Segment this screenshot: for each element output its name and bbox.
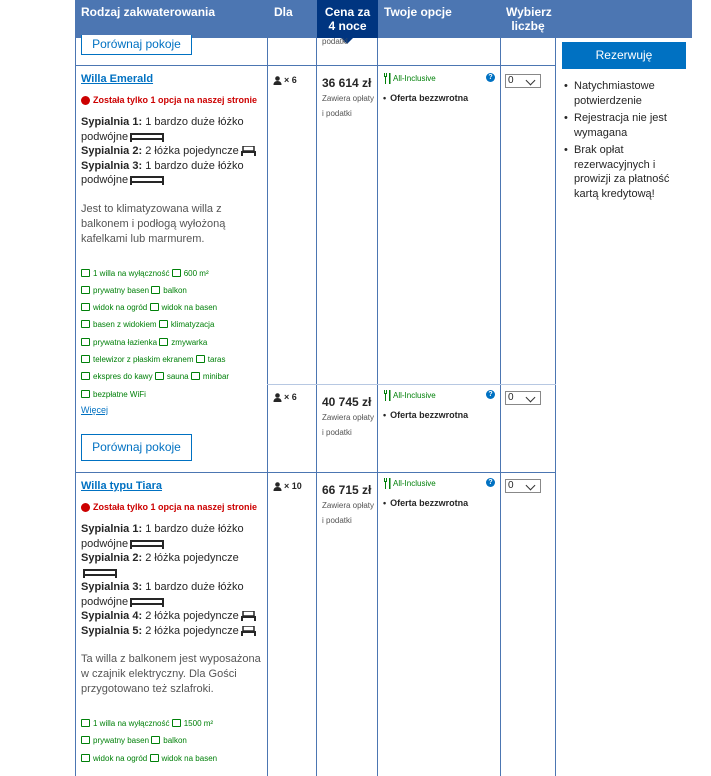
info-icon[interactable]: ? — [486, 478, 495, 487]
facility: prywatny basen — [93, 736, 150, 746]
facilities-list — [81, 265, 266, 403]
bedroom-label: Sypialnia 1: — [81, 523, 143, 535]
options-block — [383, 390, 498, 420]
facility: telewizor z płaskim ekranem — [93, 354, 194, 364]
quantity-value: 0 — [508, 75, 514, 86]
bedroom-line — [81, 522, 266, 551]
bedroom-label: Sypialnia 3: — [81, 159, 143, 172]
room-name-link[interactable]: Willa Emerald — [81, 73, 154, 85]
room-description: Ta willa z balkonem jest wyposażona w czajnik elektryczny. Dla Gości przygotowano też szlafroki. — [81, 653, 261, 695]
bedroom-label: Sypialnia 1: — [81, 116, 143, 128]
grid-line — [555, 38, 556, 776]
grid-line — [267, 38, 268, 776]
facility: 1 willa na wyłączność — [93, 268, 170, 278]
bedroom-label: Sypialnia 2: — [81, 552, 143, 564]
pool-icon — [81, 736, 90, 744]
room-description: Jest to klimatyzowana willa z balkonem i podłogą wyłożoną kafelkami lub marmurem. — [81, 202, 226, 245]
dishwasher-icon — [159, 338, 168, 346]
facilities-list — [81, 715, 266, 767]
reserve-button[interactable]: Rezerwuję — [562, 42, 686, 69]
wifi-icon — [81, 390, 90, 398]
compare-rooms-button[interactable]: Porównaj pokoje — [81, 35, 192, 55]
info-icon[interactable]: ? — [486, 390, 495, 399]
header-for: Dla — [274, 5, 293, 19]
header-price[interactable] — [317, 0, 378, 38]
row-divider — [267, 384, 556, 385]
price-note: Zawiera opłaty i podatki — [322, 501, 375, 525]
house-icon — [81, 269, 90, 277]
grid-line — [377, 38, 378, 776]
single-bed-icon — [241, 611, 256, 621]
compare-rooms-button[interactable]: Porównaj pokoje — [81, 434, 192, 461]
benefit-item: • Brak opłat rezerwacyjnych i prowizji za płatność kartą kredytową! — [564, 143, 694, 201]
facility-line — [81, 299, 266, 316]
person-icon — [273, 76, 282, 85]
facility-line — [81, 386, 266, 403]
cutlery-icon — [383, 73, 391, 84]
pool-icon — [81, 286, 90, 294]
quantity-select[interactable] — [505, 479, 541, 493]
bedroom-label: Sypialnia 4: — [81, 610, 143, 622]
occupancy-count: × 6 — [284, 392, 297, 402]
meal-plan-text: All-Inclusive — [393, 74, 436, 83]
size-icon — [172, 719, 181, 727]
header-room-type: Rodzaj zakwaterowania — [81, 5, 216, 19]
occupancy-count: × 6 — [284, 75, 297, 85]
price-note: podatki — [322, 37, 348, 46]
header-select — [500, 0, 556, 38]
price-block — [322, 76, 376, 121]
bedroom-text: 1 bardzo duże łóżko podwójne — [81, 523, 244, 550]
chevron-down-icon — [526, 393, 536, 403]
price-block — [322, 395, 376, 440]
benefits-list — [564, 79, 694, 204]
facility-line — [81, 265, 266, 282]
bed-config — [81, 115, 266, 188]
bedroom-label: Sypialnia 5: — [81, 624, 143, 637]
facility-line — [81, 732, 266, 749]
options-block — [383, 478, 498, 508]
facility: balkon — [163, 736, 187, 746]
scarcity-badge — [81, 95, 266, 105]
facility-line — [81, 334, 266, 351]
occupancy-count: × 10 — [284, 481, 302, 491]
facility-line — [81, 351, 266, 368]
single-bed-icon — [241, 146, 256, 156]
bedroom-line — [81, 159, 266, 188]
house-icon — [81, 719, 90, 727]
grid-line — [500, 38, 501, 776]
scarcity-text: Została tylko 1 opcja na naszej stronie — [93, 502, 258, 512]
occupancy — [273, 392, 297, 402]
scarcity-badge — [81, 502, 266, 512]
double-bed-icon — [130, 175, 164, 185]
room-name-link[interactable]: Willa typu Tiara — [81, 480, 162, 492]
double-bed-icon — [130, 597, 164, 607]
alert-dot-icon — [81, 503, 90, 512]
person-icon — [273, 393, 282, 402]
room-block — [81, 480, 266, 767]
balcony-icon — [151, 736, 160, 744]
table-header — [75, 0, 692, 38]
bedroom-label: Sypialnia 2: — [81, 145, 143, 157]
facility: widok na ogród — [93, 753, 148, 763]
quantity-value: 0 — [508, 392, 514, 403]
bedroom-text: 2 łóżka pojedyncze — [145, 145, 239, 157]
row-divider — [75, 65, 556, 66]
price-value: 36 614 zł — [322, 76, 372, 90]
chevron-down-icon — [526, 76, 536, 86]
meal-plan-text: All-Inclusive — [393, 479, 436, 488]
quantity-select[interactable] — [505, 391, 541, 405]
facility-line — [81, 715, 266, 732]
bedroom-line — [81, 115, 266, 144]
price-value: 40 745 zł — [322, 395, 372, 409]
person-icon — [273, 482, 282, 491]
snowflake-icon — [159, 320, 168, 328]
meal-plan — [383, 390, 498, 401]
double-bed-icon — [83, 568, 117, 578]
chevron-down-icon — [526, 481, 536, 491]
facility: prywatny basen — [93, 285, 150, 295]
pool-view-icon — [150, 303, 159, 311]
occupancy — [273, 481, 302, 491]
cutlery-icon — [383, 478, 391, 489]
facility: 600 m² — [183, 268, 209, 278]
meal-plan-text: All-Inclusive — [393, 391, 436, 400]
options-block — [383, 73, 498, 103]
more-link[interactable]: Więcej — [81, 404, 109, 415]
grid-line — [316, 38, 317, 776]
alert-dot-icon — [81, 96, 90, 105]
facility-line — [81, 316, 266, 333]
scarcity-text: Została tylko 1 opcja na naszej stronie — [93, 95, 258, 105]
bathroom-icon — [81, 338, 90, 346]
bedroom-text: 2 łóżka pojedyncze — [145, 610, 239, 622]
double-bed-icon — [130, 132, 164, 142]
balcony-icon — [151, 286, 160, 294]
pool-icon — [81, 320, 90, 328]
facility: sauna — [166, 372, 189, 382]
cancellation-policy: • Oferta bezzwrotna — [383, 498, 498, 508]
bedroom-text: 1 bardzo duże łóżko podwójne — [81, 581, 244, 608]
cutlery-icon — [383, 390, 391, 401]
meal-plan — [383, 73, 498, 84]
size-icon — [172, 269, 181, 277]
facility: bezpłatne WiFi — [93, 389, 146, 399]
bedroom-text: 1 bardzo duże łóżko podwójne — [81, 116, 244, 143]
quantity-value: 0 — [508, 480, 514, 491]
minibar-icon — [191, 372, 200, 380]
facility: 1 willa na wyłączność — [93, 719, 170, 728]
sauna-icon — [155, 372, 164, 380]
single-bed-icon — [241, 626, 256, 636]
bedroom-text: 2 łóżka pojedyncze — [145, 624, 239, 637]
facility-line — [81, 282, 266, 299]
price-note: Zawiera opłaty i podatki — [322, 94, 375, 118]
quantity-select[interactable] — [505, 74, 541, 88]
facility: prywatna łazienka — [93, 337, 158, 347]
benefit-item: • Natychmiastowe potwierdzenie — [564, 79, 694, 108]
bedroom-text: 1 bardzo duże łóżko podwójne — [81, 159, 244, 186]
room-block — [81, 73, 266, 415]
occupancy — [273, 75, 297, 85]
facility: klimatyzacja — [170, 320, 215, 330]
facility: balkon — [163, 285, 187, 295]
terrace-icon — [196, 355, 205, 363]
cancellation-policy: • Oferta bezzwrotna — [383, 410, 498, 420]
facility: minibar — [202, 372, 230, 382]
facility: zmywarka — [171, 337, 208, 347]
meal-plan — [383, 478, 498, 489]
header-select-line2: liczbę — [511, 19, 545, 33]
bedroom-label: Sypialnia 3: — [81, 581, 143, 593]
facility: taras — [207, 354, 226, 364]
double-bed-icon — [130, 539, 164, 549]
grid-line — [75, 38, 76, 776]
bedroom-line — [81, 580, 266, 609]
cancellation-policy: • Oferta bezzwrotna — [383, 93, 498, 103]
bedroom-text: 2 łóżka pojedyncze — [145, 552, 239, 564]
header-options: Twoje opcje — [384, 5, 452, 19]
facility: 1500 m² — [183, 719, 214, 728]
price-note: Zawiera opłaty i podatki — [322, 413, 375, 437]
pool-view-icon — [150, 754, 159, 762]
header-price-line1: Cena za — [324, 5, 371, 19]
bedroom-line — [81, 551, 266, 580]
facility-line — [81, 750, 266, 767]
price-value: 66 715 zł — [322, 483, 372, 497]
benefit-item: • Rejestracja nie jest wymagana — [564, 111, 694, 140]
garden-view-icon — [81, 754, 90, 762]
bedroom-line — [81, 609, 266, 624]
facility: widok na ogród — [93, 303, 148, 313]
garden-view-icon — [81, 303, 90, 311]
price-block — [322, 483, 376, 528]
facility: widok na basen — [161, 303, 218, 313]
coffee-icon — [81, 372, 90, 380]
bed-config — [81, 522, 266, 638]
facility: ekspres do kawy — [93, 372, 153, 382]
bedroom-line — [81, 144, 266, 159]
bedroom-line — [81, 624, 266, 639]
facility-line — [81, 368, 266, 385]
row-divider — [75, 472, 556, 473]
header-price-line2: 4 noce — [328, 19, 367, 33]
facility: widok na basen — [161, 753, 218, 763]
tv-icon — [81, 355, 90, 363]
header-select-line1: Wybierz — [506, 5, 552, 19]
info-icon[interactable]: ? — [486, 73, 495, 82]
facility: basen z widokiem — [93, 320, 157, 330]
